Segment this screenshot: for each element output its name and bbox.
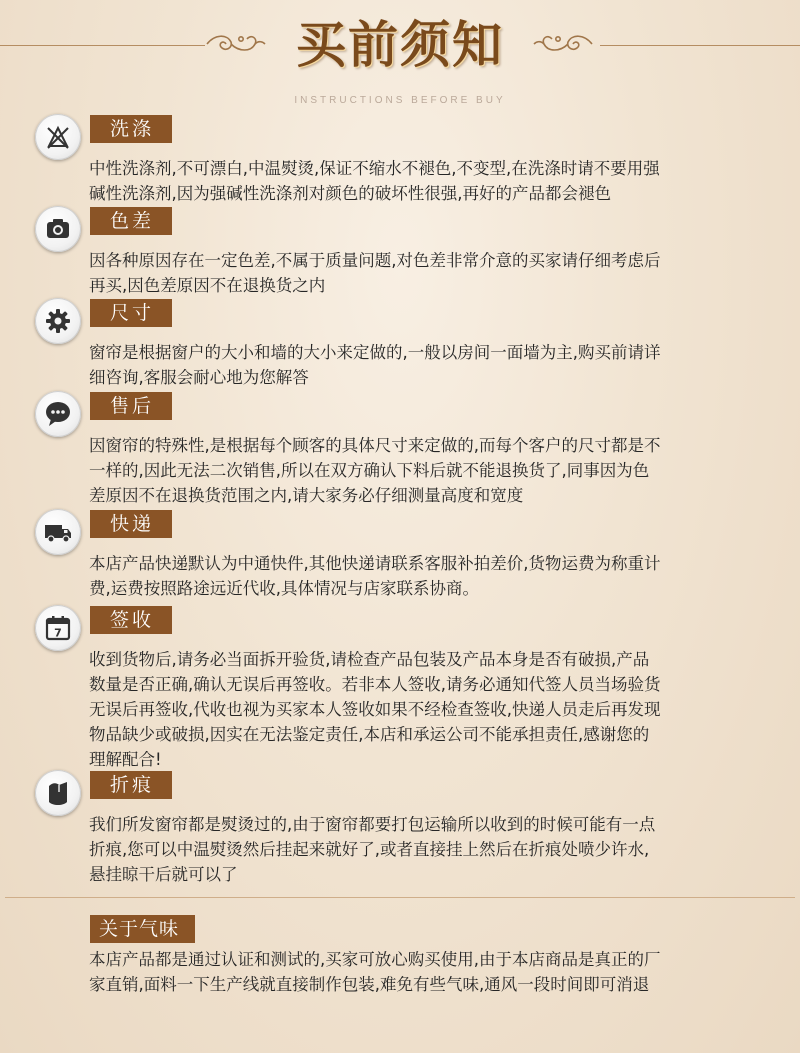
section-label: 折痕 — [90, 771, 172, 799]
header-rule-right — [600, 45, 800, 46]
delivery-truck-icon — [35, 509, 81, 555]
body-line: 物品缺少或破损,因实在无法鉴定责任,本店和承运公司不能承担责任,感谢您的 — [89, 725, 650, 744]
page-subtitle: INSTRUCTIONS BEFORE BUY — [294, 95, 506, 106]
page-title: 买前须知 — [296, 15, 504, 74]
body-line: 因窗帘的特殊性,是根据每个顾客的具体尺寸来定做的,而每个客户的尺寸都是不 — [89, 436, 661, 455]
body-line: 本店产品都是通过认证和测试的,买家可放心购买使用,由于本店商品是真正的厂 — [89, 950, 661, 969]
section-body — [89, 551, 749, 601]
body-line: 悬挂晾干后就可以了 — [89, 865, 238, 884]
body-line: 本店产品快递默认为中通快件,其他快递请联系客服补拍差价,货物运费为称重计 — [89, 554, 661, 573]
section-body — [89, 248, 749, 298]
section-body — [89, 947, 749, 997]
body-line: 一样的,因此无法二次销售,所以在双方确认下料后就不能退换货了,同事因为色 — [89, 461, 650, 480]
section-label: 色差 — [90, 207, 172, 235]
section-divider — [5, 897, 795, 898]
body-line: 理解配合! — [89, 750, 162, 769]
body-line: 窗帘是根据窗户的大小和墙的大小来定做的,一般以房间一面墙为主,购买前请详 — [89, 343, 661, 362]
chat-bubble-icon — [35, 391, 81, 437]
body-line: 再买,因色差原因不在退换货之内 — [89, 276, 326, 295]
body-line: 无误后再签收,代收也视为买家本人签收如果不经检查签收,快递人员走后再发现 — [89, 700, 661, 719]
header-rule-left — [0, 45, 205, 46]
camera-icon — [35, 206, 81, 252]
body-line: 中性洗涤剂,不可漂白,中温熨烫,保证不缩水不褪色,不变型,在洗涤时请不要用强 — [89, 159, 660, 178]
body-line: 家直销,面料一下生产线就直接制作包装,难免有些气味,通风一段时间即可消退 — [89, 975, 650, 994]
body-line: 碱性洗涤剂,因为强碱性洗涤剂对颜色的破坏性很强,再好的产品都会褪色 — [89, 184, 611, 203]
section-body — [89, 156, 749, 206]
body-line: 数量是否正确,确认无误后再签收。若非本人签收,请务必通知代签人员当场验货 — [89, 675, 661, 694]
section-label: 签收 — [90, 606, 172, 634]
body-line: 我们所发窗帘都是熨烫过的,由于窗帘都要打包运输所以收到的时候可能有一点 — [89, 815, 656, 834]
calendar-day: 7 — [54, 626, 62, 640]
section-label: 洗涤 — [90, 115, 172, 143]
body-line: 折痕,您可以中温熨烫然后挂起来就好了,或者直接挂上然后在折痕处喷少许水, — [89, 840, 650, 859]
section-label: 快递 — [90, 510, 172, 538]
section-label: 售后 — [90, 392, 172, 420]
section-body — [89, 647, 749, 772]
fold-crease-icon — [35, 770, 81, 816]
scroll-ornament-icon — [532, 30, 594, 58]
section-label: 尺寸 — [90, 299, 172, 327]
gear-icon — [35, 298, 81, 344]
section-body — [89, 340, 749, 390]
body-line: 费,运费按照路途远近代收,具体情况与店家联系协商。 — [89, 579, 479, 598]
body-line: 细咨询,客服会耐心地为您解答 — [89, 368, 309, 387]
section-label: 关于气味 — [90, 915, 195, 943]
body-line: 差原因不在退换货范围之内,请大家务必仔细测量高度和宽度 — [89, 486, 524, 505]
body-line: 收到货物后,请务必当面拆开验货,请检查产品包装及产品本身是否有破损,产品 — [89, 650, 650, 669]
section-body — [89, 812, 749, 887]
body-line: 因各种原因存在一定色差,不属于质量问题,对色差非常介意的买家请仔细考虑后 — [89, 251, 661, 270]
calendar-icon — [35, 605, 81, 651]
section-body — [89, 433, 749, 508]
scroll-ornament-icon — [205, 30, 267, 58]
no-bleach-wash-icon — [35, 114, 81, 160]
